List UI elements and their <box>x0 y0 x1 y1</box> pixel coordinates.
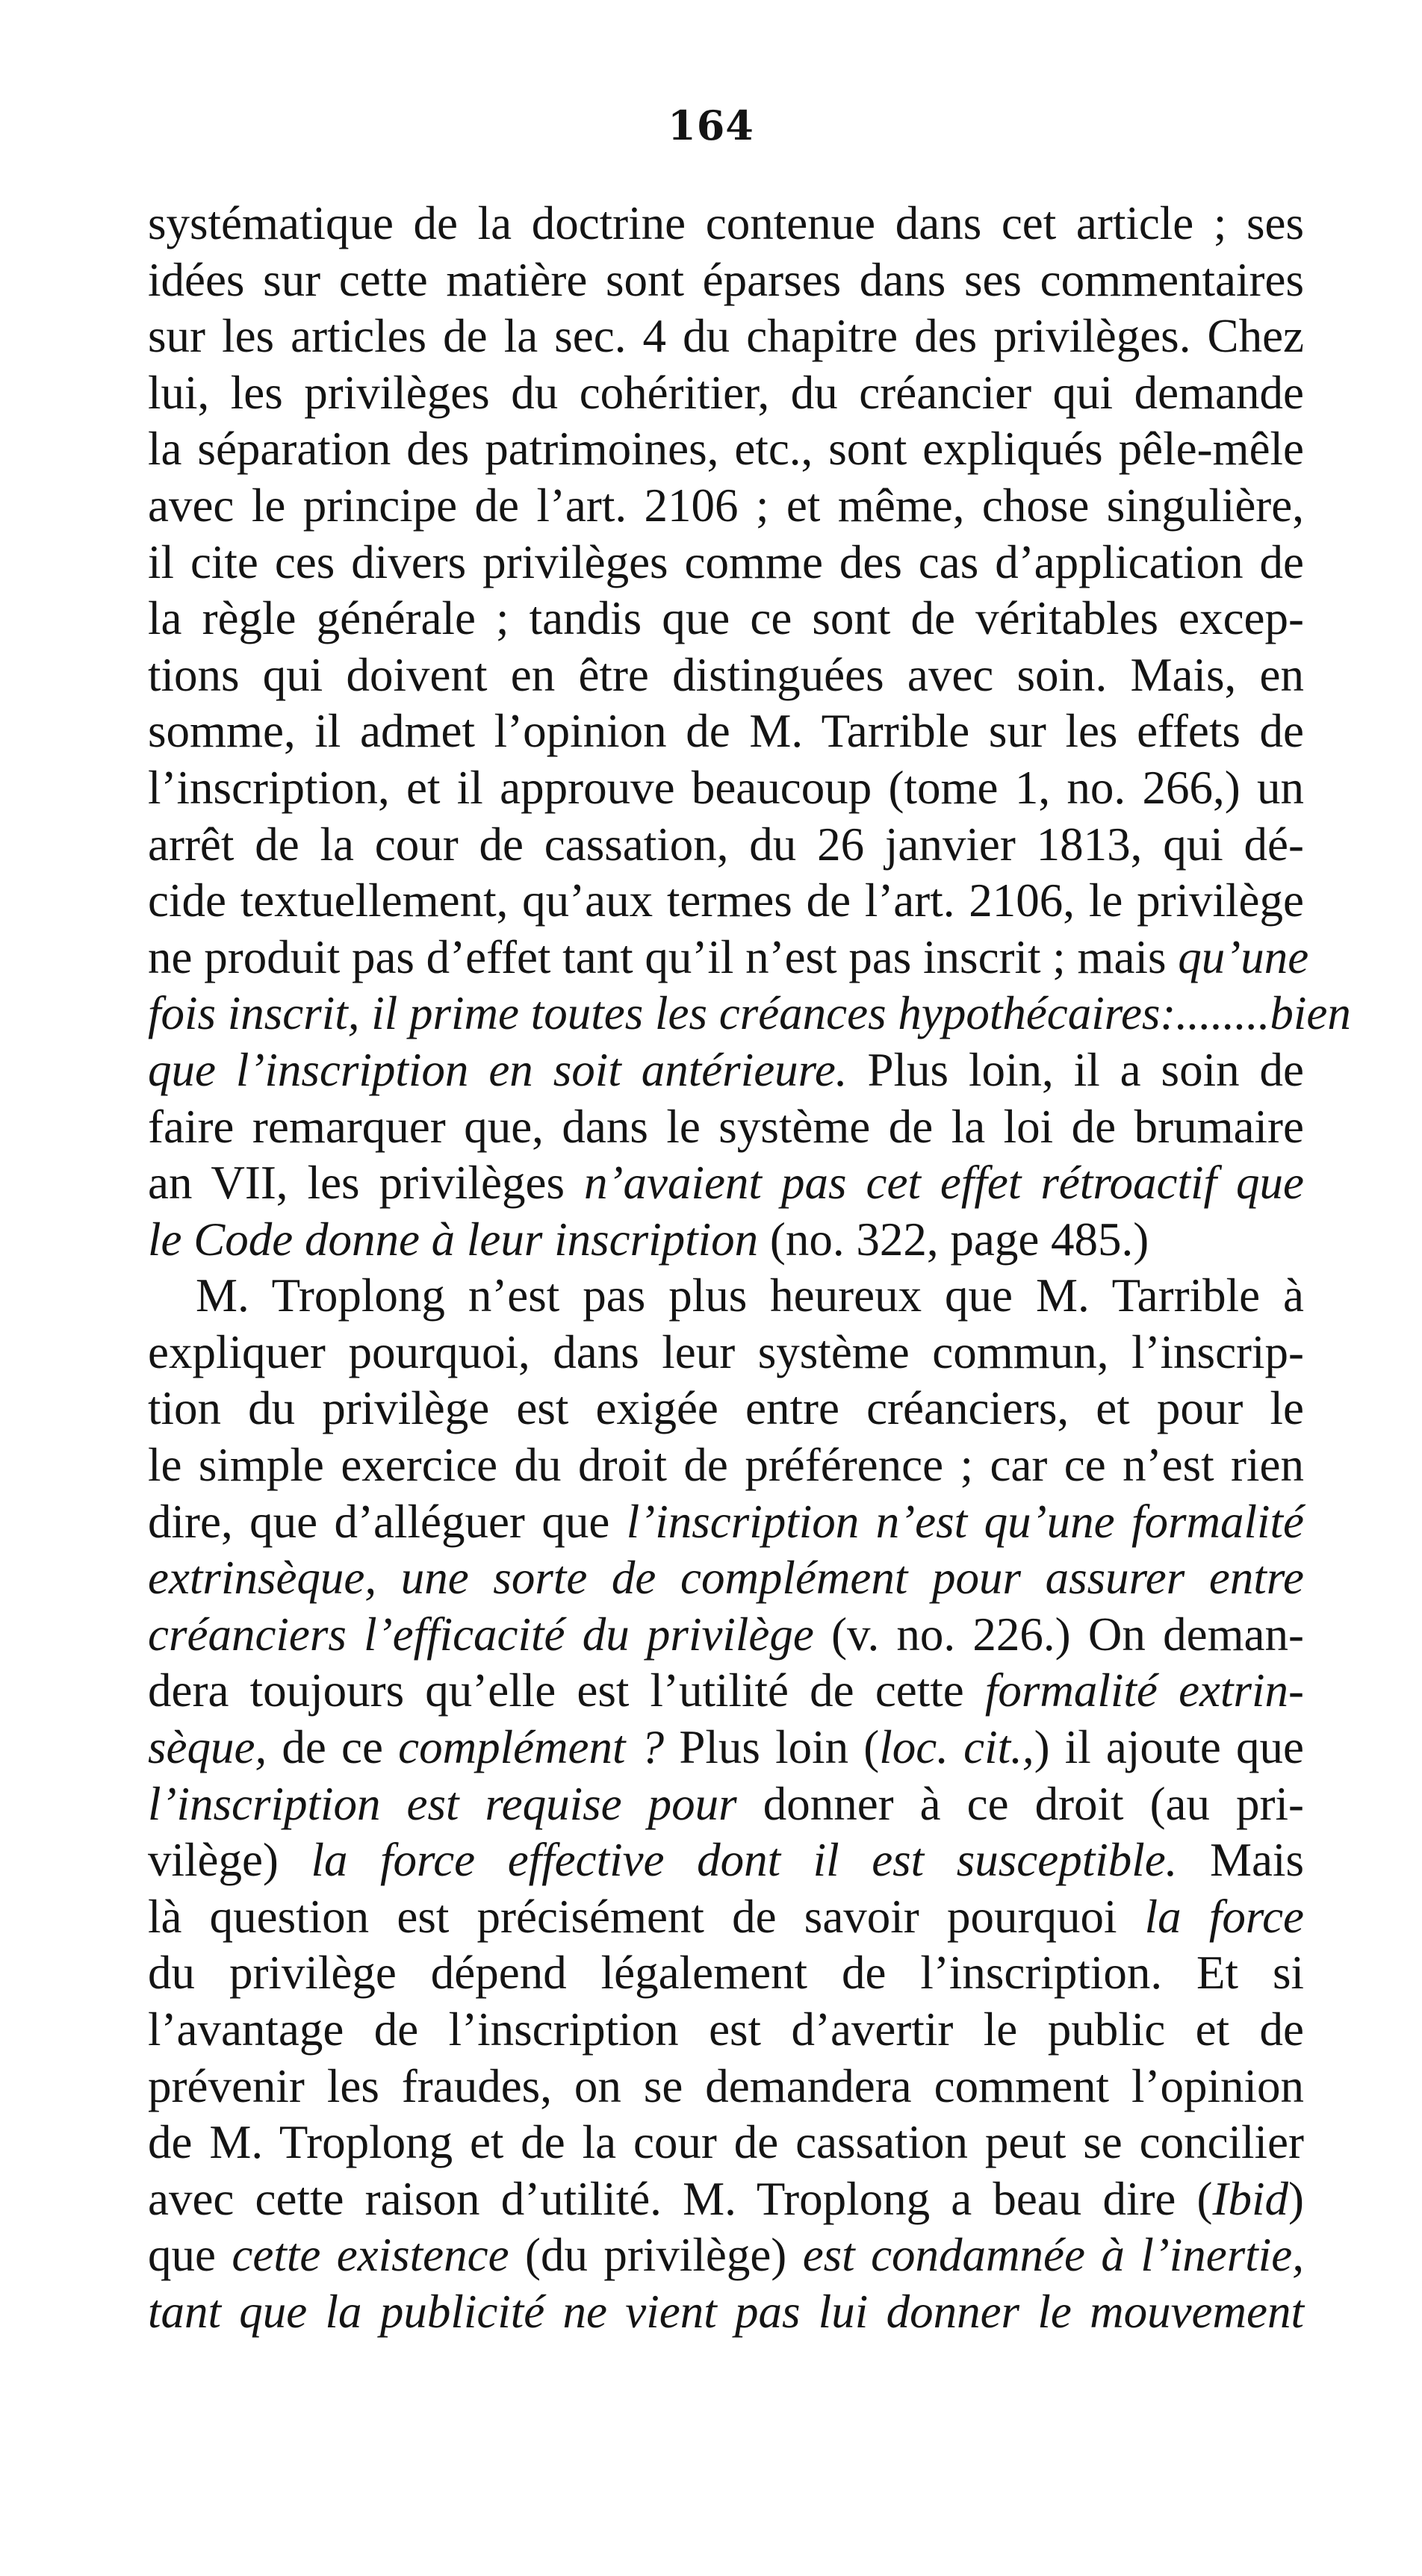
text-line <box>148 2115 1304 2171</box>
text-line <box>148 986 1351 1042</box>
text-line <box>148 2284 1304 2341</box>
text-run: dire, que d’alléguer que <box>148 1495 627 1548</box>
text-run: il cite ces divers privilèges comme des cas d’application de <box>148 535 1304 588</box>
italic-text: loc. cit., <box>879 1721 1034 1774</box>
text-line <box>148 308 1304 365</box>
body-text <box>148 196 1351 2341</box>
text-run: somme, il admet l’opinion de M. Tarrible sur les effets de <box>148 705 1304 758</box>
text-line <box>148 196 1304 252</box>
text-run: systématique de la doctrine contenue dans cet article ; ses <box>148 197 1304 249</box>
text-line <box>148 535 1304 591</box>
italic-text: fois inscrit, <box>148 987 372 1040</box>
italic-text: qu’une <box>1178 930 1309 983</box>
italic-text: formalité extrin- <box>984 1664 1305 1717</box>
text-line <box>148 930 1309 986</box>
text-line <box>148 1550 1304 1607</box>
text-run: vilège) <box>148 1834 311 1887</box>
text-line <box>148 1268 1304 1325</box>
text-run: ) il ajoute que <box>1034 1721 1304 1774</box>
italic-text: complément ? <box>398 1721 665 1774</box>
text-line <box>148 1325 1304 1381</box>
text-run: M. Troplong n’est pas plus heureux que M. Tarrible à <box>196 1269 1304 1322</box>
text-run: idées sur cette matière sont éparses dans ses commentaires <box>148 253 1304 306</box>
text-line <box>148 817 1304 874</box>
italic-text: sèque, <box>148 1721 267 1774</box>
text-line <box>148 647 1304 704</box>
text-run: an VII, les privilèges <box>148 1157 585 1210</box>
text-run: cide textuellement, qu’aux termes de l’art. 2106, le privilège <box>148 874 1304 927</box>
text-run: tion du privilège est exigée entre créanciers, et pour le <box>148 1382 1304 1435</box>
text-run: le simple exercice du droit de préférence ; car ce n’est rien <box>148 1439 1304 1492</box>
italic-text: cette existence <box>232 2229 509 2282</box>
italic-text: la force <box>1144 1890 1304 1943</box>
text-line <box>148 1099 1304 1156</box>
italic-text: l’inscription n’est qu’une formalité <box>626 1495 1304 1548</box>
italic-text: tant que la publicité ne vient pas lui donner le mouvement <box>148 2285 1304 2338</box>
text-run: arrêt de la cour de cassation, du 26 janvier 1813, qui dé- <box>148 818 1304 871</box>
text-run: avec cette raison d’utilité. M. Troplong a beau dire ( <box>148 2172 1213 2225</box>
text-line <box>148 2227 1304 2284</box>
italic-text: n’avaient pas cet effet rétroactif que <box>584 1157 1304 1210</box>
text-line <box>148 1212 1304 1269</box>
italic-text: que l’inscription en soit antérieure. <box>148 1043 848 1096</box>
text-line <box>148 873 1304 930</box>
text-run: de M. Troplong et de la cour de cassation peut se concilier <box>148 2116 1304 2169</box>
text-run: (du privilège) <box>509 2229 803 2282</box>
text-run: prévenir les fraudes, on se demandera comment l’opinion <box>148 2059 1304 2112</box>
text-line <box>148 421 1304 478</box>
text-run: donner à ce droit (au pri- <box>736 1777 1304 1830</box>
text-line <box>148 252 1304 309</box>
text-run: la séparation des patrimoines, etc., sont expliqués pêle-mêle <box>148 423 1304 476</box>
text-line <box>148 2171 1304 2228</box>
text-line <box>148 1663 1304 1720</box>
text-run: Plus loin ( <box>664 1721 880 1774</box>
text-run: du privilège dépend légalement de l’inscription. Et si <box>148 1947 1304 2000</box>
text-run: expliquer pourquoi, dans leur système commun, l’inscrip- <box>148 1325 1304 1378</box>
text-run: que <box>148 2229 232 2282</box>
text-line <box>148 591 1304 647</box>
text-line <box>148 1607 1304 1664</box>
text-line <box>148 1720 1304 1776</box>
italic-text: créanciers l’efficacité du privilège <box>148 1608 814 1661</box>
text-run: tions qui doivent en être distinguées avec soin. Mais, en <box>148 648 1304 701</box>
text-line <box>148 1776 1304 1833</box>
text-run: Mais <box>1177 1834 1304 1887</box>
text-line <box>148 1832 1304 1889</box>
text-line <box>148 1155 1304 1212</box>
text-run: (v. no. 226.) On deman- <box>813 1608 1304 1661</box>
text-run: Plus loin, il a soin de <box>847 1043 1304 1096</box>
text-run: ) <box>1288 2172 1304 2225</box>
text-line <box>148 1494 1304 1551</box>
text-run: de ce <box>267 1721 399 1774</box>
text-run: la règle générale ; tandis que ce sont de véritables excep- <box>148 592 1304 645</box>
text-run: l’avantage de l’inscription est d’avertir le public et de <box>148 2003 1304 2056</box>
text-run: sur les articles de la sec. 4 du chapitre des privilèges. Chez <box>148 310 1304 363</box>
text-line <box>148 2002 1304 2059</box>
text-line <box>148 1042 1304 1099</box>
text-line <box>148 1437 1304 1494</box>
page-number: 164 <box>668 102 754 149</box>
italic-text: Ibid <box>1212 2172 1289 2225</box>
text-line <box>148 1945 1304 2002</box>
italic-text: extrinsèque, une sorte de complément pour assurer entre <box>148 1552 1304 1605</box>
text-run: lui, les privilèges du cohéritier, du créancier qui demande <box>148 366 1304 419</box>
text-line <box>148 478 1304 535</box>
text-run: là question est précisément de savoir pourquoi <box>148 1890 1145 1943</box>
text-line <box>148 1889 1304 1946</box>
italic-text: est condamnée à l’inertie, <box>802 2229 1304 2282</box>
text-run: dera toujours qu’elle est l’utilité de cette <box>148 1664 985 1717</box>
text-line <box>148 2059 1304 2115</box>
text-line <box>148 703 1304 760</box>
italic-text: le Code donne à leur inscription <box>148 1213 759 1266</box>
italic-text: la force effective dont il est susceptible. <box>311 1834 1178 1887</box>
italic-text: l’inscription est requise pour <box>148 1777 737 1830</box>
text-run: faire remarquer que, dans le système de la loi de brumaire <box>148 1100 1304 1153</box>
text-run: ne produit pas d’effet tant qu’il n’est pas inscrit ; mais <box>148 930 1179 983</box>
text-line <box>148 760 1304 817</box>
text-run: l’inscription, et il approuve beaucoup (tome 1, no. 266,) un <box>148 761 1304 814</box>
text-run: avec le principe de l’art. 2106 ; et même, chose singulière, <box>148 479 1304 532</box>
text-run: (no. 322, page 485.) <box>758 1213 1149 1266</box>
text-line <box>148 365 1304 422</box>
text-line <box>148 1381 1304 1437</box>
italic-text: il prime toutes les créances hypothécaires:........bien <box>371 987 1351 1040</box>
